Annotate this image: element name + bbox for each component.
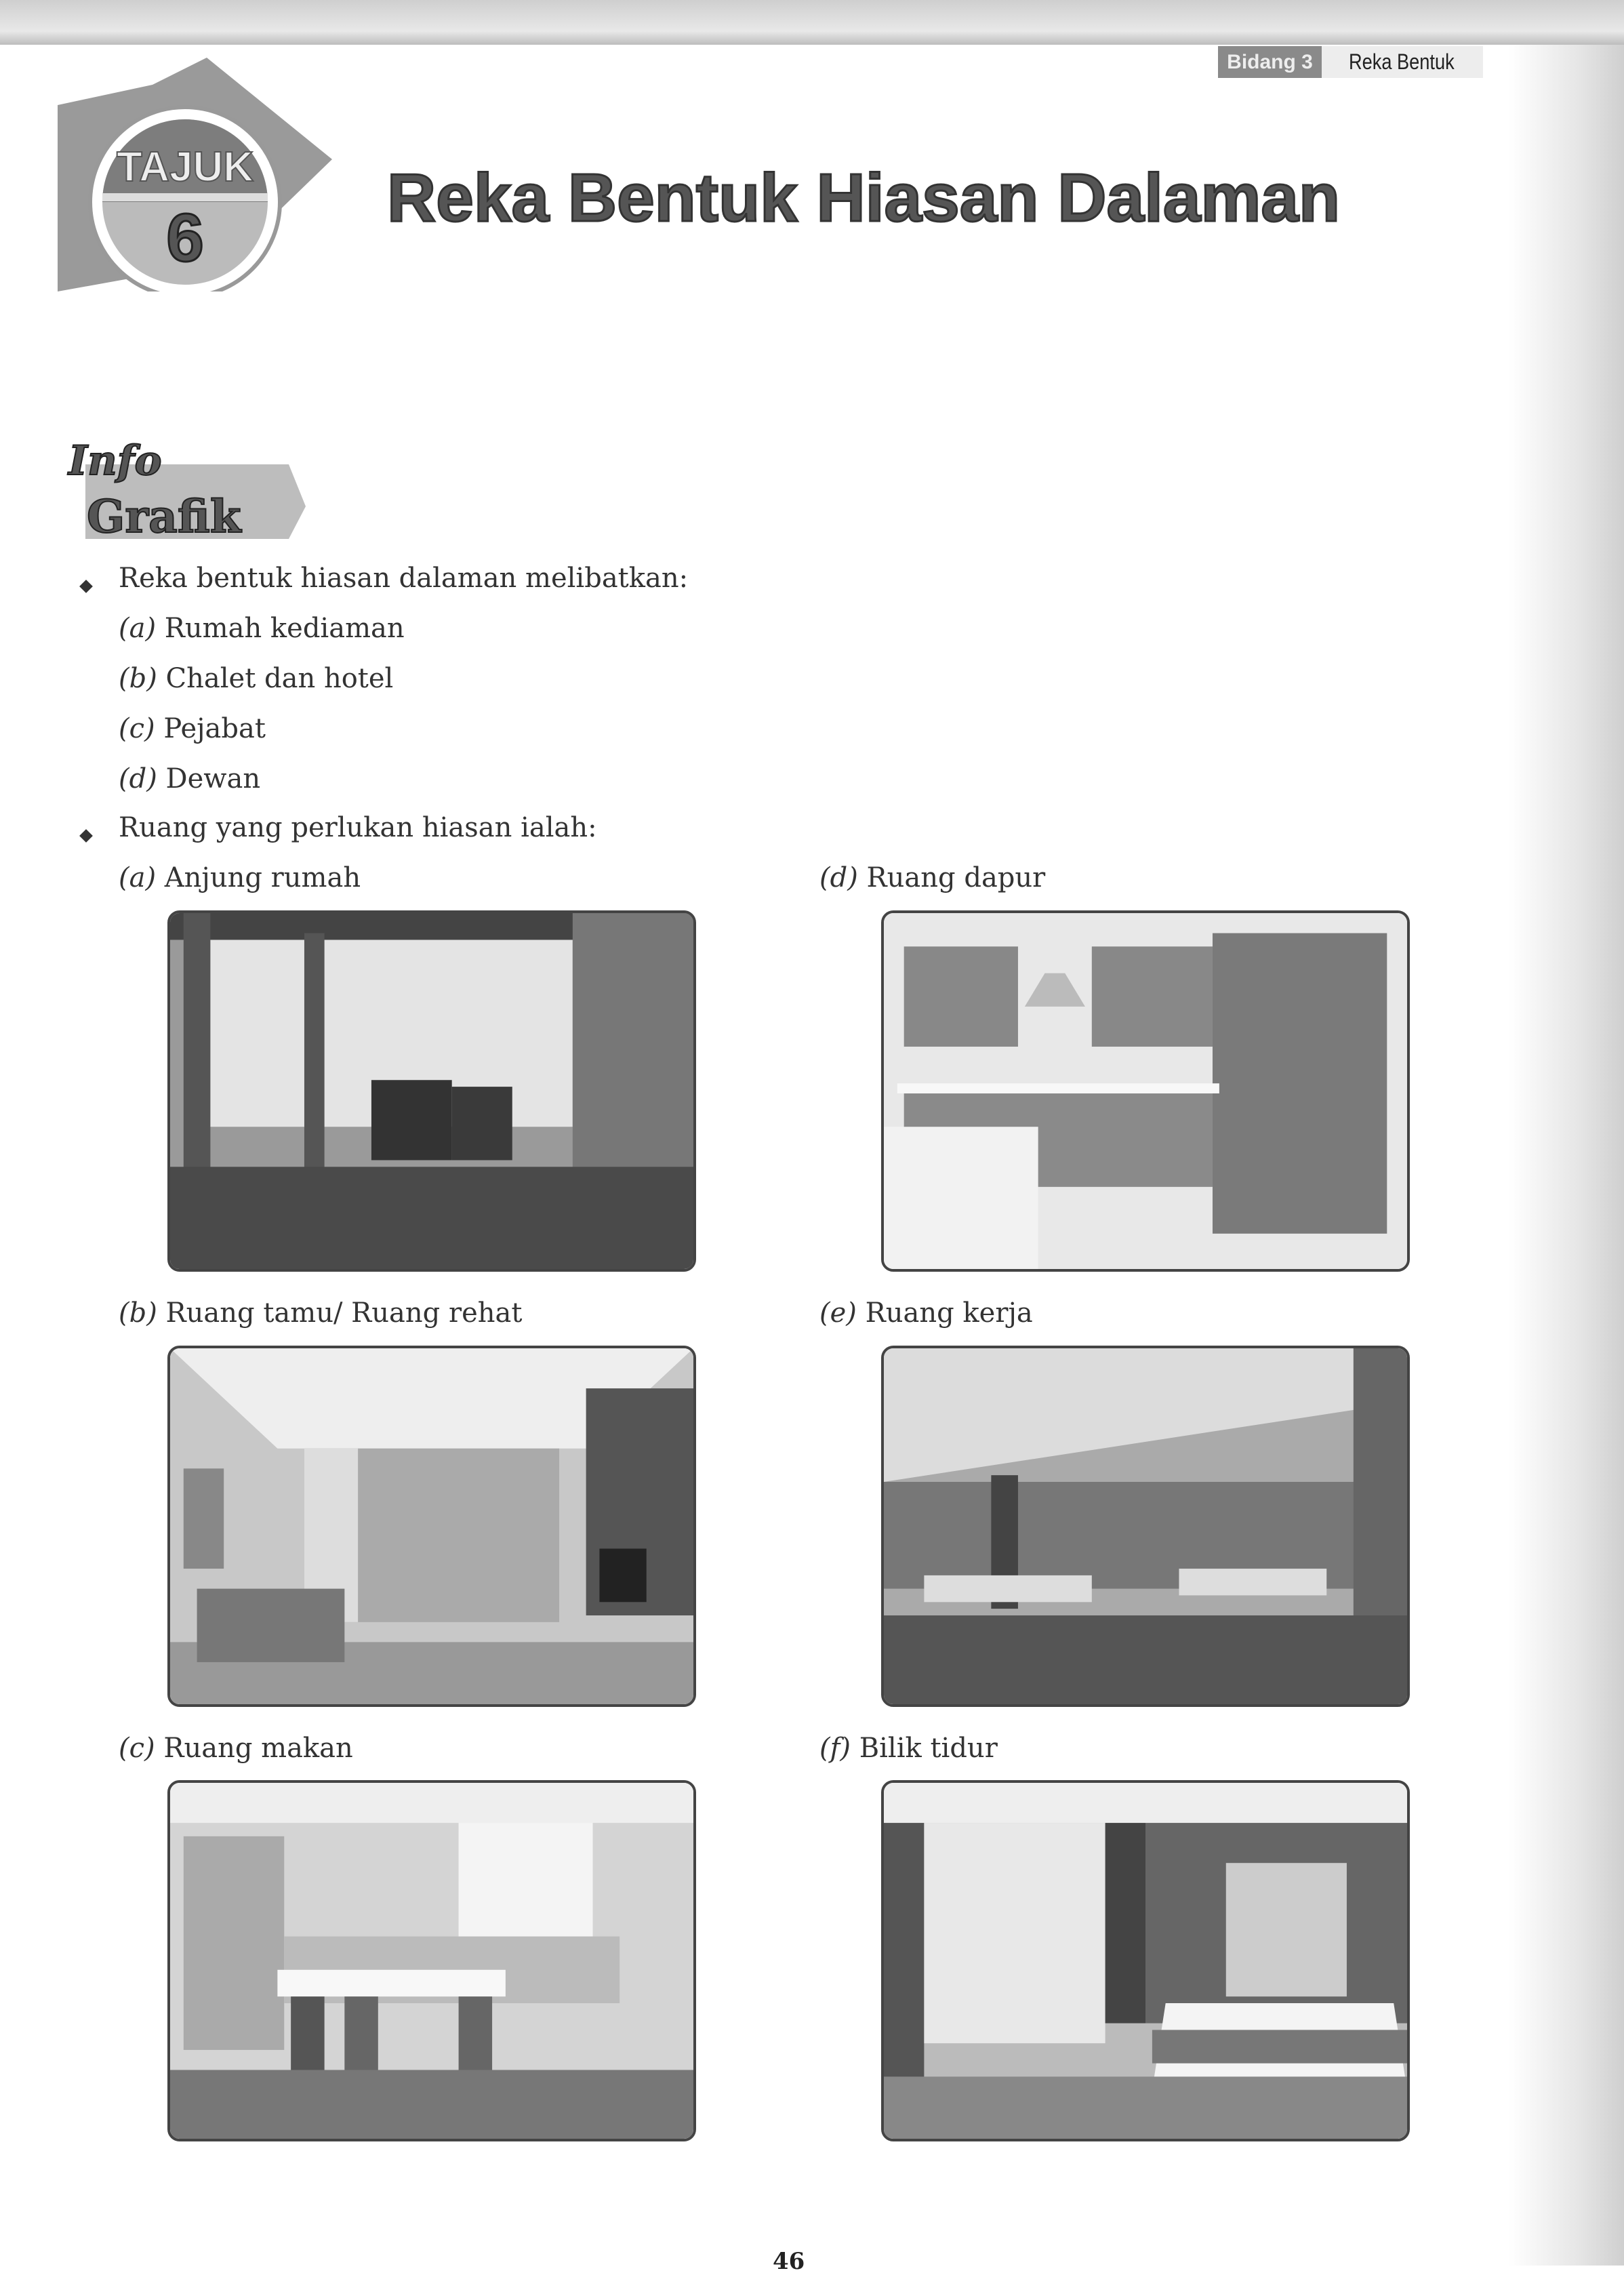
svg-text:Info: Info xyxy=(68,437,162,485)
photo-ruang-dapur xyxy=(881,910,1410,1272)
photo-ruang-tamu xyxy=(167,1346,696,1707)
space-label: (f) Bilik tidur xyxy=(819,1733,998,1764)
bidang-badge: Bidang 3 xyxy=(1218,46,1322,78)
space-label: (b) Ruang tamu/ Ruang rehat xyxy=(119,1297,523,1329)
section-label: Reka Bentuk xyxy=(1322,46,1483,78)
space-label: (e) Ruang kerja xyxy=(819,1297,1033,1329)
bullet-icon xyxy=(79,829,93,843)
page-number: 46 xyxy=(773,2248,805,2275)
header-band xyxy=(0,0,1624,45)
list-item: (d) Dewan xyxy=(119,763,261,794)
page-title: Reka Bentuk Hiasan Dalaman xyxy=(387,160,1341,236)
photo-ruang-kerja xyxy=(881,1346,1410,1707)
bullet-icon xyxy=(79,580,93,593)
tajuk-number: 6 xyxy=(166,200,204,276)
infografik-logo xyxy=(65,430,309,539)
page-edge-shadow xyxy=(1509,45,1624,2266)
list-item: (b) Chalet dan hotel xyxy=(119,663,394,694)
list-item: (a) Rumah kediaman xyxy=(119,613,405,644)
svg-text:Grafik: Grafik xyxy=(87,490,241,539)
photo-ruang-makan xyxy=(167,1780,696,2141)
list-item: (c) Pejabat xyxy=(119,713,266,744)
photo-bilik-tidur xyxy=(881,1780,1410,2141)
bullet-text: Ruang yang perlukan hiasan ialah: xyxy=(119,812,597,843)
bullet-text: Reka bentuk hiasan dalaman melibatkan: xyxy=(119,563,689,594)
space-label: (c) Ruang makan xyxy=(119,1733,353,1764)
space-label: (d) Ruang dapur xyxy=(819,862,1046,893)
photo-anjung-rumah xyxy=(167,910,696,1272)
tajuk-label: TAJUK xyxy=(116,144,254,190)
tajuk-badge xyxy=(51,58,336,291)
space-label: (a) Anjung rumah xyxy=(119,862,361,893)
